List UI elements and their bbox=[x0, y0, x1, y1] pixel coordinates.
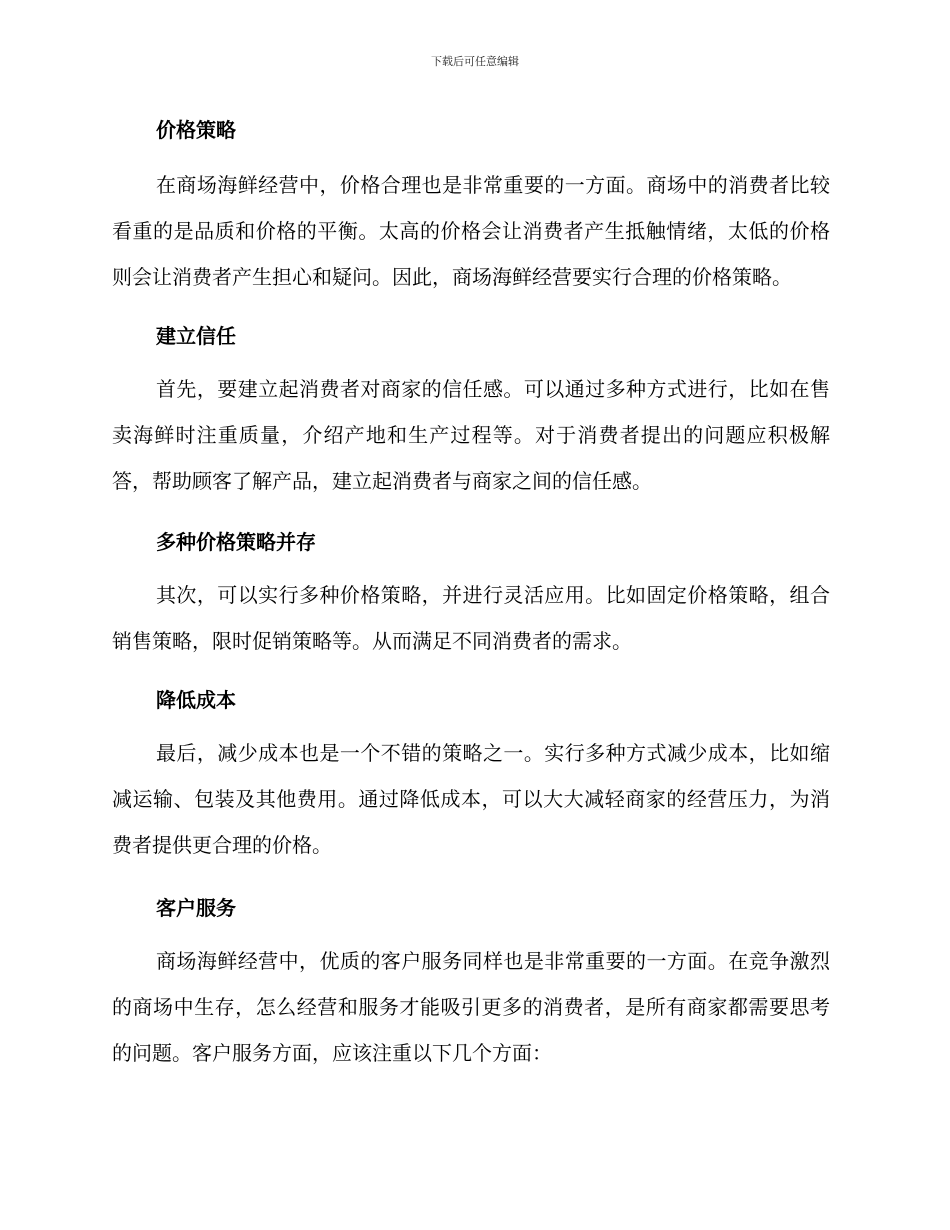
section-paragraph-build-trust: 首先，要建立起消费者对商家的信任感。可以通过多种方式进行，比如在售卖海鲜时注重质量，介绍产地和生产过程等。对于消费者提出的问题应积极解答，帮助顾客了解产品，建立起消费者与商家之间的信任感。 bbox=[112, 377, 830, 493]
section-heading-reduce-costs: 降低成本 bbox=[156, 688, 236, 712]
section-paragraph-customer-service: 商场海鲜经营中，优质的客户服务同样也是非常重要的一方面。在竞争激烈的商场中生存，怎么经营和服务才能吸引更多的消费者，是所有商家都需要思考的问题。客户服务方面，应该注重以下几个方面： bbox=[112, 949, 830, 1065]
section-paragraph-multiple-strategies: 其次，可以实行多种价格策略，并进行灵活应用。比如固定价格策略，组合销售策略，限时促销策略等。从而满足不同消费者的需求。 bbox=[112, 583, 830, 653]
section-heading-customer-service: 客户服务 bbox=[156, 896, 236, 920]
document-body bbox=[112, 108, 830, 1076]
header-note: 下载后可任意编辑 bbox=[431, 55, 519, 68]
section-heading-multiple-strategies: 多种价格策略并存 bbox=[156, 530, 316, 554]
section-paragraph-pricing-strategy: 在商场海鲜经营中，价格合理也是非常重要的一方面。商场中的消费者比较看重的是品质和价格的平衡。太高的价格会让消费者产生抵触情绪，太低的价格则会让消费者产生担心和疑问。因此，商场海鲜经营要实行合理的价格策略。 bbox=[112, 173, 830, 289]
section-paragraph-reduce-costs: 最后，减少成本也是一个不错的策略之一。实行多种方式减少成本，比如缩减运输、包装及其他费用。通过降低成本，可以大大减轻商家的经营压力，为消费者提供更合理的价格。 bbox=[112, 741, 830, 857]
section-heading-pricing-strategy: 价格策略 bbox=[156, 118, 236, 142]
section-heading-build-trust: 建立信任 bbox=[156, 324, 236, 348]
